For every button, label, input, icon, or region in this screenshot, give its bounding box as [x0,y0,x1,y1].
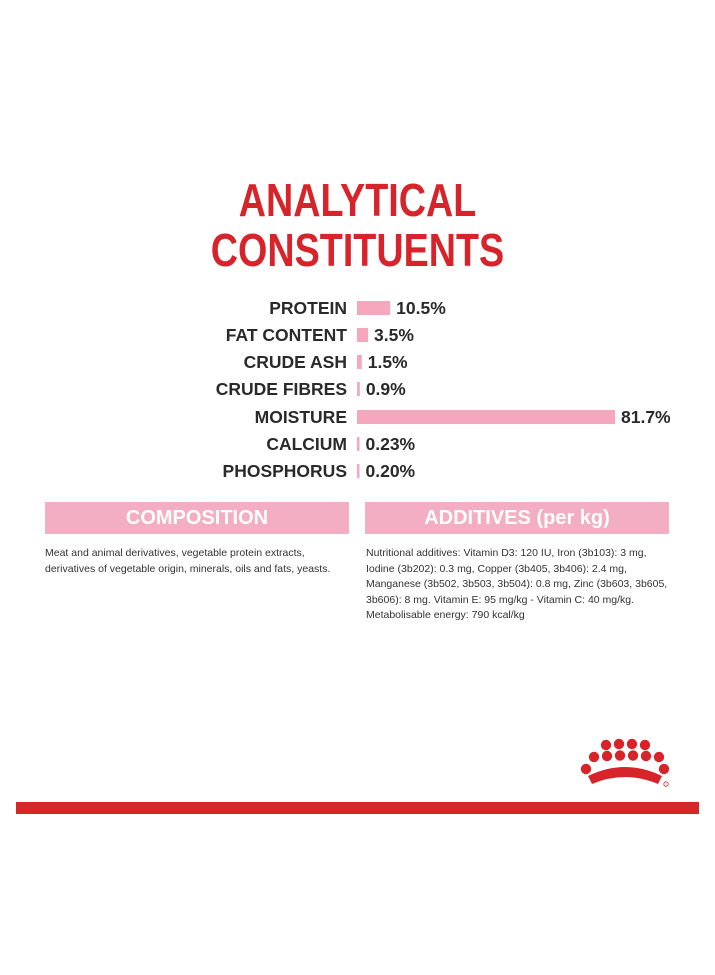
category-label: CRUDE ASH [243,352,347,372]
bar [357,382,360,396]
bar [357,301,390,315]
bar [357,355,362,369]
bar [357,410,615,424]
value-label: 0.20% [365,461,416,481]
bar [357,437,360,451]
category-label: PHOSPHORUS [222,461,347,481]
crown-icon [578,738,670,790]
category-label: FAT CONTENT [225,325,347,345]
chart-title-line2: CONSTITUENTS [210,224,505,276]
category-label: MOISTURE [254,407,347,427]
bar [357,464,360,478]
additives-header: ADDITIVES (per kg) [365,502,669,534]
category-label: CRUDE FIBRES [215,379,347,399]
category-label: CALCIUM [266,434,347,454]
value-label: 0.9% [365,379,406,399]
value-label: 0.23% [365,434,416,454]
value-label: 3.5% [374,325,414,345]
category-label: PROTEIN [269,298,347,318]
chart-title-line1: ANALYTICAL [238,174,477,226]
bar [357,328,368,342]
composition-header: COMPOSITION [45,502,349,534]
value-label: 10.5% [396,298,446,318]
value-label: 81.7% [621,407,671,427]
value-label: 1.5% [367,352,408,372]
additives-text: Nutritional additives: Vitamin D3: 120 IU, Iron (3b103): 3 mg, Iodine (3b202): 0.3 mg, Copper (3b405, 3b406): 2.4 mg, Manganese (3b502, 3b503, 3b504): 0.8 mg, Zinc (3b603, 3b605, 3b606): 8 mg. Vitamin E: 95 mg/kg - Vitamin C: 40 mg/kg. Metabolisable energy: 790 kcal/kg [366,547,668,621]
composition-text: Meat and animal derivatives, vegetable protein extracts, derivatives of vegetable origin, minerals, oils and fats, yeasts. [45,547,331,575]
bottom-brand-bar [16,802,699,814]
